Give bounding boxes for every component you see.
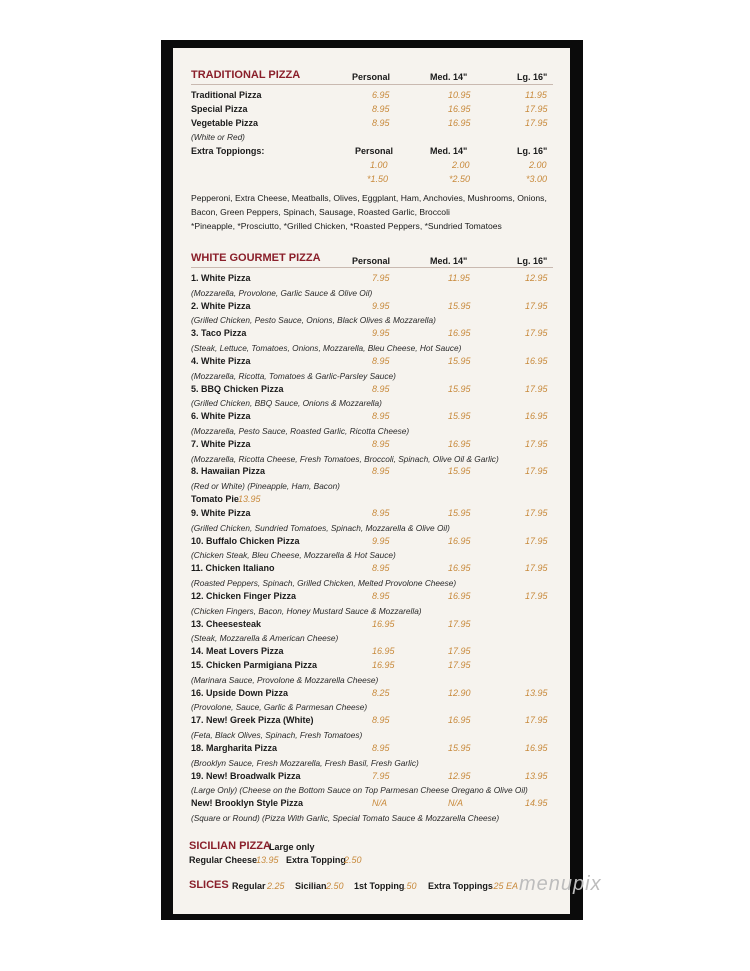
- gourmet-col-lg: Lg. 16": [517, 256, 548, 266]
- gourmet-item-description: (Chicken Fingers, Bacon, Honey Mustard Sauce & Mozzarella): [191, 606, 422, 616]
- gourmet-item-description: (Steak, Mozzarella & American Cheese): [191, 633, 339, 643]
- gourmet-item-price: 7.95: [372, 771, 390, 781]
- extra-price-med: 2.00: [452, 160, 470, 170]
- extra-col-med: Med. 14": [430, 146, 468, 156]
- gourmet-item-price: 15.95: [448, 466, 471, 476]
- gourmet-item-description: (Provolone, Sauce, Garlic & Parmesan Cheese): [191, 702, 368, 712]
- tomato-pie-name: Tomato Pie: [191, 494, 239, 504]
- gourmet-item-price: 17.95: [448, 660, 471, 670]
- trad-item-price: 6.95: [372, 90, 390, 100]
- col-lg: Lg. 16": [517, 72, 548, 82]
- gourmet-item-price: 16.95: [448, 715, 471, 725]
- gourmet-item-price: 16.95: [448, 563, 471, 573]
- col-personal: Personal: [352, 72, 391, 82]
- gourmet-item-price: 8.25: [372, 688, 390, 698]
- toppings-line-2: Bacon, Green Peppers, Spinach, Sausage, Roasted Garlic, Broccoli: [191, 207, 450, 217]
- gourmet-item-name: 8. Hawaiian Pizza: [191, 466, 266, 476]
- gourmet-item-name: 17. New! Greek Pizza (White): [191, 715, 314, 725]
- gourmet-item-price: 16.95: [448, 536, 471, 546]
- gourmet-item-price: 17.95: [525, 508, 548, 518]
- gourmet-col-med: Med. 14": [430, 256, 468, 266]
- gourmet-item-price: 9.95: [372, 328, 390, 338]
- extra-price-lg: 2.00: [529, 160, 547, 170]
- col-med: Med. 14": [430, 72, 468, 82]
- gourmet-item-description: (Roasted Peppers, Spinach, Grilled Chicken, Melted Provolone Cheese): [191, 578, 457, 588]
- slices-extra-toppings-price: .25 EA: [491, 881, 519, 891]
- gourmet-item-price: 16.95: [448, 591, 471, 601]
- gourmet-item-price: 17.95: [525, 591, 548, 601]
- gourmet-item-price: 15.95: [448, 508, 471, 518]
- slices-title: SLICES: [189, 879, 229, 891]
- gourmet-item-price: 8.95: [372, 743, 390, 753]
- gourmet-item-description: (Grilled Chicken, Sundried Tomatoes, Spinach, Mozzarella & Olive Oil): [191, 523, 450, 533]
- gourmet-item-name: 2. White Pizza: [191, 301, 251, 311]
- gourmet-title: WHITE GOURMET PIZZA: [191, 252, 321, 264]
- gourmet-item-name: 12. Chicken Finger Pizza: [191, 591, 297, 601]
- gourmet-item-price: 11.95: [448, 273, 470, 283]
- slices-sicilian-label: Sicilian: [295, 881, 327, 891]
- gourmet-item-name: 11. Chicken Italiano: [191, 563, 275, 573]
- gourmet-item-price: 17.95: [525, 563, 548, 573]
- gourmet-item-name: 7. White Pizza: [191, 439, 251, 449]
- gourmet-item-price: 14.95: [525, 798, 548, 808]
- gourmet-item-name: 6. White Pizza: [191, 411, 251, 421]
- sicilian-extra-label: Extra Topping: [286, 855, 346, 865]
- gourmet-item-name: 1. White Pizza: [191, 273, 251, 283]
- gourmet-col-personal: Personal: [352, 256, 391, 266]
- trad-item-price: 10.95: [448, 90, 471, 100]
- gourmet-item-price: 8.95: [372, 411, 390, 421]
- gourmet-item-name: 4. White Pizza: [191, 356, 251, 366]
- extra-toppings-label: Extra Toppiongs:: [191, 146, 265, 156]
- slices-extra-toppings-label: Extra Toppings: [428, 881, 493, 891]
- gourmet-item-price: 8.95: [372, 563, 390, 573]
- gourmet-item-price: 9.95: [372, 536, 390, 546]
- gourmet-item-price: 13.95: [525, 771, 548, 781]
- gourmet-item-price: 16.95: [448, 439, 471, 449]
- gourmet-item-name: 13. Cheesesteak: [191, 619, 262, 629]
- toppings-line-1: Pepperoni, Extra Cheese, Meatballs, Olives, Eggplant, Ham, Anchovies, Mushrooms, Onions,: [191, 193, 547, 203]
- trad-item-price: 16.95: [448, 104, 471, 114]
- sicilian-title: SICILIAN PIZZA: [189, 840, 271, 852]
- gourmet-item-price: 12.95: [448, 771, 471, 781]
- gourmet-item-name: 5. BBQ Chicken Pizza: [191, 384, 284, 394]
- gourmet-item-price: 17.95: [525, 466, 548, 476]
- slices-sicilian-price: 2.50: [326, 881, 344, 891]
- gourmet-item-price: 15.95: [448, 411, 471, 421]
- sicilian-note: Large only: [269, 842, 315, 852]
- gourmet-item-price: 12.90: [448, 688, 471, 698]
- trad-item-price: 8.95: [372, 118, 390, 128]
- premium-price-personal: *1.50: [367, 174, 389, 184]
- gourmet-item-name: 16. Upside Down Pizza: [191, 688, 289, 698]
- trad-item-price: 16.95: [448, 118, 471, 128]
- gourmet-item-name: New! Brooklyn Style Pizza: [191, 798, 304, 808]
- gourmet-item-name: 3. Taco Pizza: [191, 328, 247, 338]
- trad-item-price: 17.95: [525, 118, 548, 128]
- gourmet-item-price: 15.95: [448, 301, 471, 311]
- extra-price-personal: 1.00: [370, 160, 388, 170]
- gourmet-item-description: (Mozzarella, Ricotta, Tomatoes & Garlic-Parsley Sauce): [191, 371, 396, 381]
- gourmet-item-price: 17.95: [525, 439, 548, 449]
- gourmet-item-description: (Mozzarella, Pesto Sauce, Roasted Garlic, Ricotta Cheese): [191, 426, 410, 436]
- gourmet-item-description: (Grilled Chicken, BBQ Sauce, Onions & Mozzarella): [191, 398, 382, 408]
- gourmet-item-description: (Brooklyn Sauce, Fresh Mozzarella, Fresh Basil, Fresh Garlic): [191, 758, 419, 768]
- vegetable-note: (White or Red): [191, 132, 245, 142]
- gourmet-item-price: 12.95: [525, 273, 548, 283]
- gourmet-item-price: 16.95: [525, 743, 548, 753]
- trad-item-name: Vegetable Pizza: [191, 118, 259, 128]
- gourmet-item-price: 8.95: [372, 466, 390, 476]
- slices-regular-price: 2.25: [267, 881, 285, 891]
- section-rule: [191, 84, 553, 85]
- gourmet-item-name: 15. Chicken Parmigiana Pizza: [191, 660, 318, 670]
- gourmet-item-price: 13.95: [525, 688, 548, 698]
- gourmet-item-price: 16.95: [372, 646, 395, 656]
- gourmet-item-price: 15.95: [448, 743, 471, 753]
- gourmet-item-price: 17.95: [525, 301, 548, 311]
- gourmet-item-price: 8.95: [372, 508, 390, 518]
- extra-col-lg: Lg. 16": [517, 146, 548, 156]
- gourmet-item-description: (Large Only) (Cheese on the Bottom Sauce on Top Parmesan Cheese Oregano & Olive Oil): [191, 785, 528, 795]
- sicilian-regular-label: Regular Cheese: [189, 855, 258, 865]
- gourmet-rule: [191, 267, 553, 268]
- slices-first-topping-price: .50: [404, 881, 417, 891]
- gourmet-item-price: 17.95: [448, 619, 471, 629]
- trad-item-price: 11.95: [525, 90, 547, 100]
- sicilian-extra-price: 2.50: [344, 855, 362, 865]
- gourmet-item-price: 16.95: [525, 411, 548, 421]
- gourmet-item-description: (Square or Round) (Pizza With Garlic, Special Tomato Sauce & Mozzarella Cheese): [191, 813, 500, 823]
- gourmet-item-description: (Marinara Sauce, Provolone & Mozzarella Cheese): [191, 675, 379, 685]
- gourmet-item-name: 19. New! Broadwalk Pizza: [191, 771, 301, 781]
- gourmet-item-price: 15.95: [448, 384, 471, 394]
- gourmet-item-price: 16.95: [525, 356, 548, 366]
- trad-item-name: Traditional Pizza: [191, 90, 262, 100]
- trad-item-name: Special Pizza: [191, 104, 248, 114]
- gourmet-item-description: (Mozzarella, Provolone, Garlic Sauce & Olive Oil): [191, 288, 373, 298]
- sicilian-regular-price: 13.95: [256, 855, 279, 865]
- gourmet-item-name: 14. Meat Lovers Pizza: [191, 646, 284, 656]
- toppings-line-3: *Pineapple, *Prosciutto, *Grilled Chicken, *Roasted Peppers, *Sundried Tomatoes: [191, 221, 502, 231]
- gourmet-item-price: 17.95: [525, 715, 548, 725]
- premium-price-lg: *3.00: [526, 174, 548, 184]
- slices-first-topping-label: 1st Topping: [354, 881, 405, 891]
- gourmet-item-price: 16.95: [372, 660, 395, 670]
- gourmet-item-description: (Steak, Lettuce, Tomatoes, Onions, Mozzarella, Bleu Cheese, Hot Sauce): [191, 343, 462, 353]
- gourmet-item-price: 17.95: [525, 384, 548, 394]
- gourmet-item-price: 9.95: [372, 301, 390, 311]
- gourmet-item-description: (Grilled Chicken, Pesto Sauce, Onions, Black Olives & Mozzarella): [191, 315, 436, 325]
- premium-price-med: *2.50: [449, 174, 471, 184]
- gourmet-item-name: 9. White Pizza: [191, 508, 251, 518]
- gourmet-item-price: N/A: [372, 798, 388, 808]
- gourmet-item-price: 16.95: [372, 619, 395, 629]
- tomato-pie-price: 13.95: [238, 494, 261, 504]
- gourmet-item-price: N/A: [448, 798, 464, 808]
- gourmet-item-price: 17.95: [525, 536, 548, 546]
- traditional-title: TRADITIONAL PIZZA: [191, 69, 301, 81]
- gourmet-item-price: 17.95: [448, 646, 471, 656]
- gourmet-item-price: 15.95: [448, 356, 471, 366]
- gourmet-item-price: 8.95: [372, 356, 390, 366]
- gourmet-item-price: 8.95: [372, 384, 390, 394]
- gourmet-item-price: 8.95: [372, 439, 390, 449]
- gourmet-item-price: 16.95: [448, 328, 471, 338]
- gourmet-item-description: (Mozzarella, Ricotta Cheese, Fresh Tomatoes, Broccoli, Spinach, Olive Oil & Garlic): [191, 454, 499, 464]
- extra-col-personal: Personal: [355, 146, 394, 156]
- gourmet-item-description: (Chicken Steak, Bleu Cheese, Mozzarella & Hot Sauce): [191, 550, 396, 560]
- gourmet-item-price: 8.95: [372, 591, 390, 601]
- gourmet-item-price: 7.95: [372, 273, 390, 283]
- trad-item-price: 8.95: [372, 104, 390, 114]
- trad-item-price: 17.95: [525, 104, 548, 114]
- slices-regular-label: Regular: [232, 881, 266, 891]
- gourmet-item-description: (Feta, Black Olives, Spinach, Fresh Tomatoes): [191, 730, 363, 740]
- gourmet-item-name: 10. Buffalo Chicken Pizza: [191, 536, 300, 546]
- gourmet-item-price: 8.95: [372, 715, 390, 725]
- watermark-logo: menupix: [519, 873, 602, 895]
- gourmet-item-name: 18. Margharita Pizza: [191, 743, 278, 753]
- gourmet-item-price: 17.95: [525, 328, 548, 338]
- gourmet-item-description: (Red or White) (Pineapple, Ham, Bacon): [191, 481, 340, 491]
